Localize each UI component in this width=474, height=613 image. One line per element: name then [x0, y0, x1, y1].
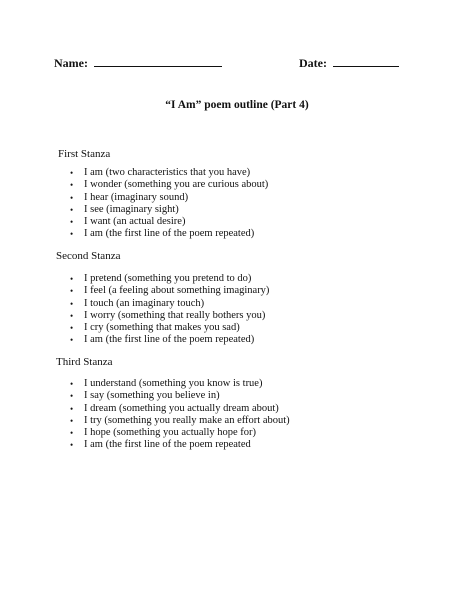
list-item: • I try (something you really make an effort about)	[70, 414, 290, 426]
list-item: • I wonder (something you are curious about)	[70, 179, 269, 191]
list-item: • I am (two characteristics that you have)	[70, 167, 251, 178]
bullet-icon: •	[70, 229, 74, 240]
date-blank-line	[333, 55, 399, 67]
list-item: • I am (the first line of the poem repeated)	[70, 228, 255, 240]
list-item: • I feel (a feeling about something imaginary)	[70, 285, 270, 297]
bullet-icon: •	[70, 298, 74, 309]
bullet-icon: •	[70, 323, 74, 334]
list-item: • I see (imaginary sight)	[70, 203, 179, 215]
date-field	[299, 55, 399, 71]
list-item: • I want (an actual desire)	[70, 216, 186, 228]
list-item: • I am (the first line of the poem repeated)	[70, 334, 255, 346]
list-item: • I hope (something you actually hope for)	[70, 427, 257, 439]
name-blank-line	[94, 55, 222, 67]
bullet-icon: •	[70, 403, 74, 414]
bullet-icon: •	[70, 204, 74, 215]
stanza-heading-second: Second Stanza	[56, 250, 121, 262]
bullet-icon: •	[70, 217, 74, 228]
bullet-icon: •	[70, 274, 74, 284]
bullet-icon: •	[70, 286, 74, 297]
stanza-list-second	[72, 273, 269, 347]
list-item: • I hear (imaginary sound)	[70, 191, 189, 203]
list-item: • I pretend (something you pretend to do)	[70, 273, 252, 284]
bullet-icon: •	[70, 379, 74, 389]
list-item: • I dream (something you actually dream about)	[70, 402, 279, 414]
list-item: • I touch (an imaginary touch)	[70, 297, 205, 309]
header-line	[54, 55, 414, 71]
bullet-icon: •	[70, 192, 74, 203]
bullet-icon: •	[70, 440, 74, 451]
stanza-list-third	[72, 378, 290, 452]
name-field	[54, 55, 222, 71]
stanza-list-first	[72, 167, 268, 241]
bullet-icon: •	[70, 391, 74, 402]
list-item: • I worry (something that really bothers you)	[70, 309, 266, 321]
bullet-icon: •	[70, 168, 74, 178]
list-item: • I am (the first line of the poem repeated	[70, 439, 251, 451]
name-label: Name:	[54, 56, 88, 70]
bullet-icon: •	[70, 428, 74, 439]
date-label: Date:	[299, 56, 327, 70]
page-title: “I Am” poem outline (Part 4)	[165, 99, 309, 111]
list-item: • I say (something you believe in)	[70, 390, 220, 402]
bullet-icon: •	[70, 335, 74, 346]
list-item: • I cry (something that makes you sad)	[70, 322, 240, 334]
bullet-icon: •	[70, 310, 74, 321]
bullet-icon: •	[70, 180, 74, 191]
bullet-icon: •	[70, 415, 74, 426]
list-item: • I understand (something you know is true)	[70, 378, 263, 389]
stanza-heading-third: Third Stanza	[56, 356, 113, 368]
stanza-heading-first: First Stanza	[58, 148, 111, 160]
